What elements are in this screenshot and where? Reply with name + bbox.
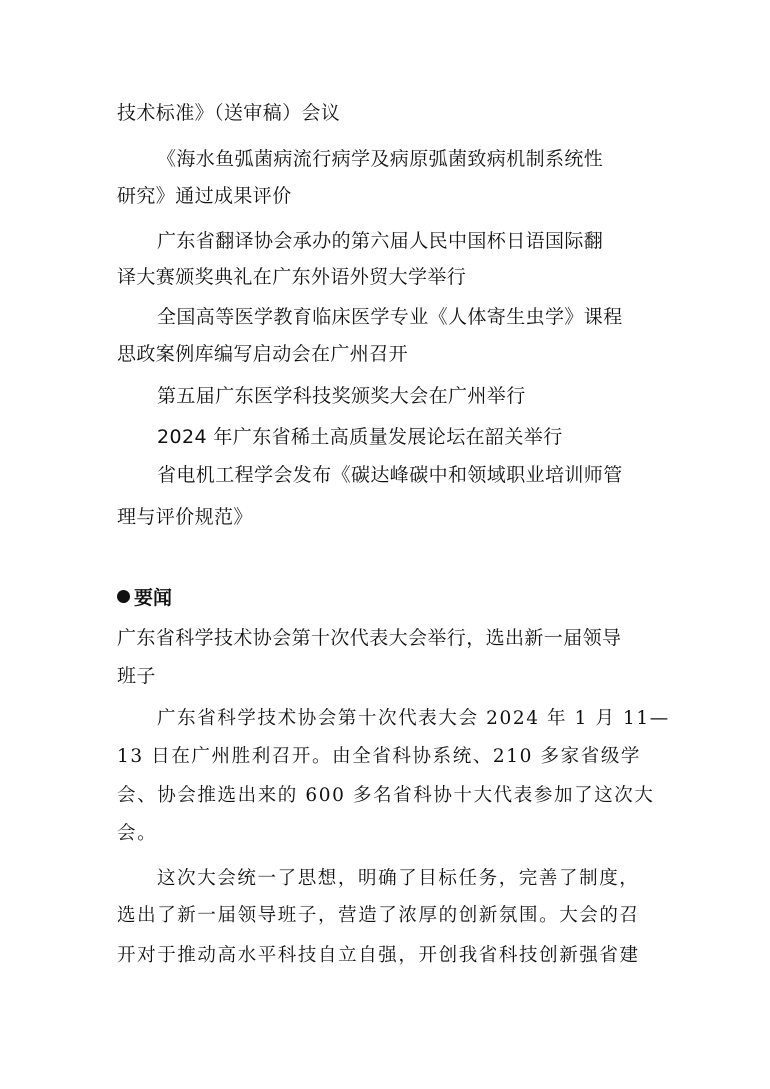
article-body-line: 选出了新一届领导班子，营造了浓厚的创新氛围。大会的召 <box>117 905 640 926</box>
article-title-line: 广东省科学技术协会第十次代表大会举行，选出新一届领导 <box>117 627 622 649</box>
toc-line: 思政案例库编写启动会在广州召开 <box>117 343 409 365</box>
toc-line: 第五届广东医学科技奖颁奖大会在广州举行 <box>157 385 526 407</box>
toc-line: 省电机工程学会发布《碳达峰碳中和领域职业培训师管 <box>157 464 623 486</box>
toc-line: 研究》通过成果评价 <box>117 185 292 207</box>
toc-line: 《海水鱼弧菌病流行病学及病原弧菌致病机制系统性 <box>157 148 604 170</box>
section-heading <box>117 586 172 610</box>
bullet-dot-icon <box>117 590 130 603</box>
article-body-line: 广东省科学技术协会第十次代表大会 2024 年 1 月 11— <box>157 708 670 729</box>
toc-line: 广东省翻译协会承办的第六届人民中国杯日语国际翻 <box>157 230 604 252</box>
toc-line: 理与评价规范》 <box>117 506 253 528</box>
article-body-line: 会、协会推选出来的 600 多名省科协十大代表参加了这次大 <box>117 785 655 806</box>
toc-line: 译大赛颁奖典礼在广东外语外贸大学举行 <box>117 266 467 288</box>
toc-line: 技术标准》（送审稿）会议 <box>117 102 341 124</box>
article-body-line: 会。 <box>117 823 158 844</box>
toc-line: 全国高等医学教育临床医学专业《人体寄生虫学》课程 <box>157 306 623 328</box>
article-body-line: 13 日在广州胜利召开。由全省科协系统、210 多家省级学 <box>117 746 642 767</box>
article-body-line: 这次大会统一了思想，明确了目标任务，完善了制度， <box>157 868 640 889</box>
article-body-line: 开对于推动高水平科技自立自强，开创我省科技创新强省建 <box>117 945 640 966</box>
section-heading-label: 要闻 <box>134 587 173 609</box>
toc-line: 2024 年广东省稀土高质量发展论坛在韶关举行 <box>157 426 563 448</box>
article-title-line: 班子 <box>117 665 156 687</box>
